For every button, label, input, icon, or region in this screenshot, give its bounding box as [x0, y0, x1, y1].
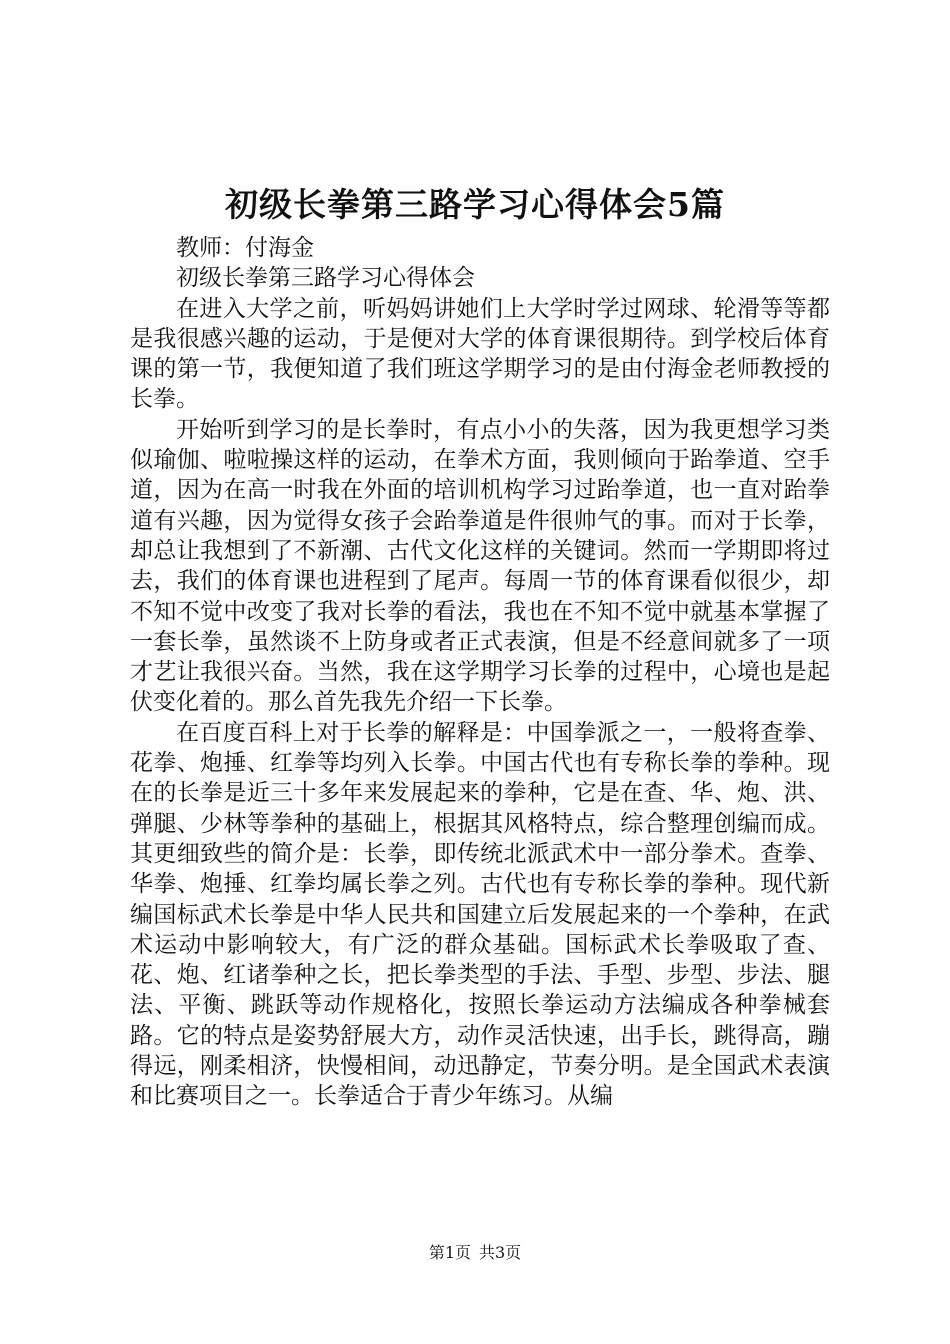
- page-number: 第1页: [428, 1243, 471, 1262]
- body-paragraph: 在进入大学之前，听妈妈讲她们上大学时学过网球、轮滑等等都是我很感兴趣的运动，于是便对大学的体育课很期待。到学校后体育课的第一节，我便知道了我们班这学期学习的是由付海金老师教授的长拳。: [130, 295, 830, 413]
- page-total: 共3页: [479, 1243, 522, 1262]
- page-footer: [0, 1242, 950, 1264]
- document-body: [130, 233, 830, 1112]
- document-title: 初级长拳第三路学习心得体会5篇: [225, 185, 725, 224]
- teacher-line: 教师：付海金: [176, 235, 314, 261]
- body-paragraph: 在百度百科上对于长拳的解释是：中国拳派之一，一般将查拳、花拳、炮捶、红拳等均列入长拳。中国古代也有专称长拳的拳种。现在的长拳是近三十多年来发展起来的拳种，它是在查、华、炮、洪、弹腿、少林等拳种的基础上，根据其风格特点，综合整理创编而成。其更细致些的简介是：长拳，即传统北派武术中一部分拳术。查拳、华拳、炮捶、红拳均属长拳之列。古代也有专称长拳的拳种。现代新编国标武术长拳是中华人民共和国建立后发展起来的一个拳种，在武术运动中影响较大，有广泛的群众基础。国标武术长拳吸取了查、花、炮、红诸拳种之长，把长拳类型的手法、手型、步型、步法、腿法、平衡、跳跃等动作规格化，按照长拳运动方法编成各种拳械套路。它的特点是姿势舒展大方，动作灵活快速，出手长，跳得高，蹦得远，刚柔相济，快慢相间，动迅静定，节奏分明。是全国武术表演和比赛项目之一。长拳适合于青少年练习。从编: [130, 719, 830, 1110]
- subtitle-line: 初级长拳第三路学习心得体会: [176, 265, 475, 292]
- body-paragraph: 开始听到学习的是长拳时，有点小小的失落，因为我更想学习类似瑜伽、啦啦操这样的运动，在拳术方面，我则倾向于跆拳道、空手道，因为在高一时我在外面的培训机构学习过跆拳道，也一直对跆拳道有兴趣，因为觉得女孩子会跆拳道是件很帅气的事。而对于长拳，却总让我想到了不新潮、古代文化这样的关键词。然而一学期即将过去，我们的体育课也进程到了尾声。每周一节的体育课看似很少，却不知不觉中改变了我对长拳的看法，我也在不知不觉中就基本掌握了一套长拳，虽然谈不上防身或者正式表演，但是不经意间就多了一项才艺让我很兴奋。当然，我在这学期学习长拳的过程中，心境也是起伏变化着的。那么首先我先介绍一下长拳。: [130, 416, 830, 716]
